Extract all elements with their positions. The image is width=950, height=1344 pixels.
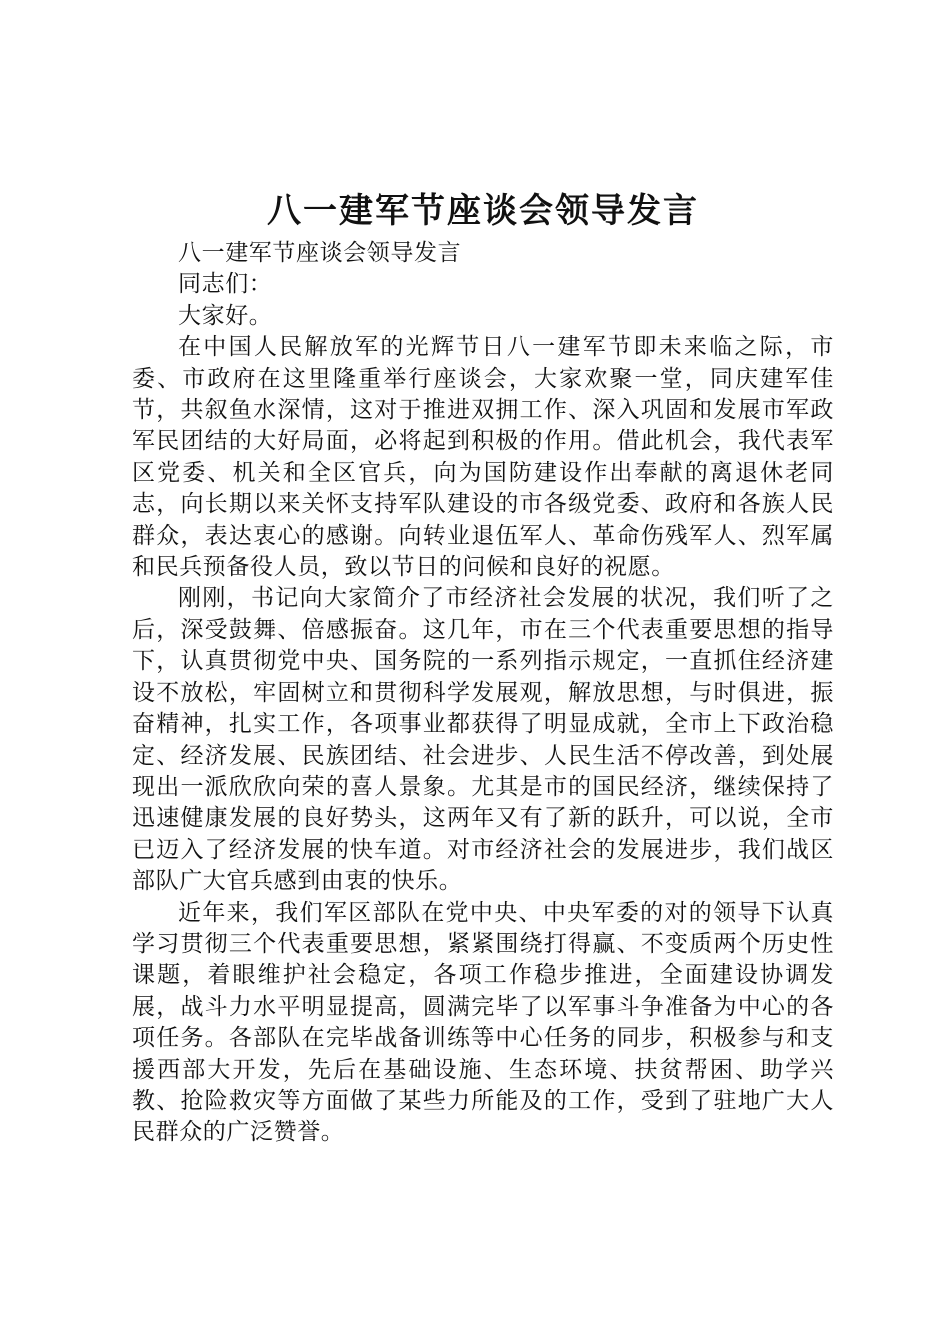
salutation-paragraph: 同志们： <box>178 271 273 298</box>
subtitle-paragraph: 八一建军节座谈会领导发言 <box>178 240 462 266</box>
body-paragraph: 近年来，我们军区部队在党中央、中央军委的对的领导下认真学习贯彻三个代表重要思想，紧紧围绕打得赢、不变质两个历史性课题，着眼维护社会稳定，各项工作稳步推进，全面建设协调发展，战斗力水平明显提高，圆满完毕了以军事斗争准备为中心的各项任务。各部队在完毕战备训练等中心任务的同步，积极参与和支援西部大开发，先后在基础设施、生态环境、扶贫帮困、助学兴教、抢险救灾等方面做了某些力所能及的工作，受到了驻地广大人民群众的广泛赞誉。 <box>132 899 834 1146</box>
body-paragraph: 刚刚，书记向大家简介了市经济社会发展的状况，我们听了之后，深受鼓舞、倍感振奋。这几年，市在三个代表重要思想的指导下，认真贯彻党中央、国务院的一系列指示规定，一直抓住经济建设不放松，牢固树立和贯彻科学发展观，解放思想，与时俱进，振奋精神，扎实工作，各项事业都获得了明显成就，全市上下政治稳定、经济发展、民族团结、社会进步、人民生活不停改善，到处展现出一派欣欣向荣的喜人景象。尤其是市的国民经济，继续保持了迅速健康发展的良好势头，这两年又有了新的跃升，可以说，全市已迈入了经济发展的快车道。对市经济社会的发展进步，我们战区部队广大官兵感到由衷的快乐。 <box>132 585 834 895</box>
document-page <box>132 188 834 1149</box>
body-paragraph: 在中国人民解放军的光辉节日八一建军节即未来临之际，市委、市政府在这里隆重举行座谈会，大家欢聚一堂，同庆建军佳节，共叙鱼水深情，这对于推进双拥工作、深入巩固和发展市军政军民团结的大好局面，必将起到积极的作用。借此机会，我代表军区党委、机关和全区官兵，向为国防建设作出奉献的离退休老同志，向长期以来关怀支持军队建设的市各级党委、政府和各族人民群众，表达衷心的感谢。向转业退伍军人、革命伤残军人、烈军属和民兵预备役人员，致以节日的问候和良好的祝愿。 <box>132 334 834 581</box>
greeting-paragraph: 大家好。 <box>178 302 273 329</box>
document-title: 八一建军节座谈会领导发言 <box>267 191 699 231</box>
